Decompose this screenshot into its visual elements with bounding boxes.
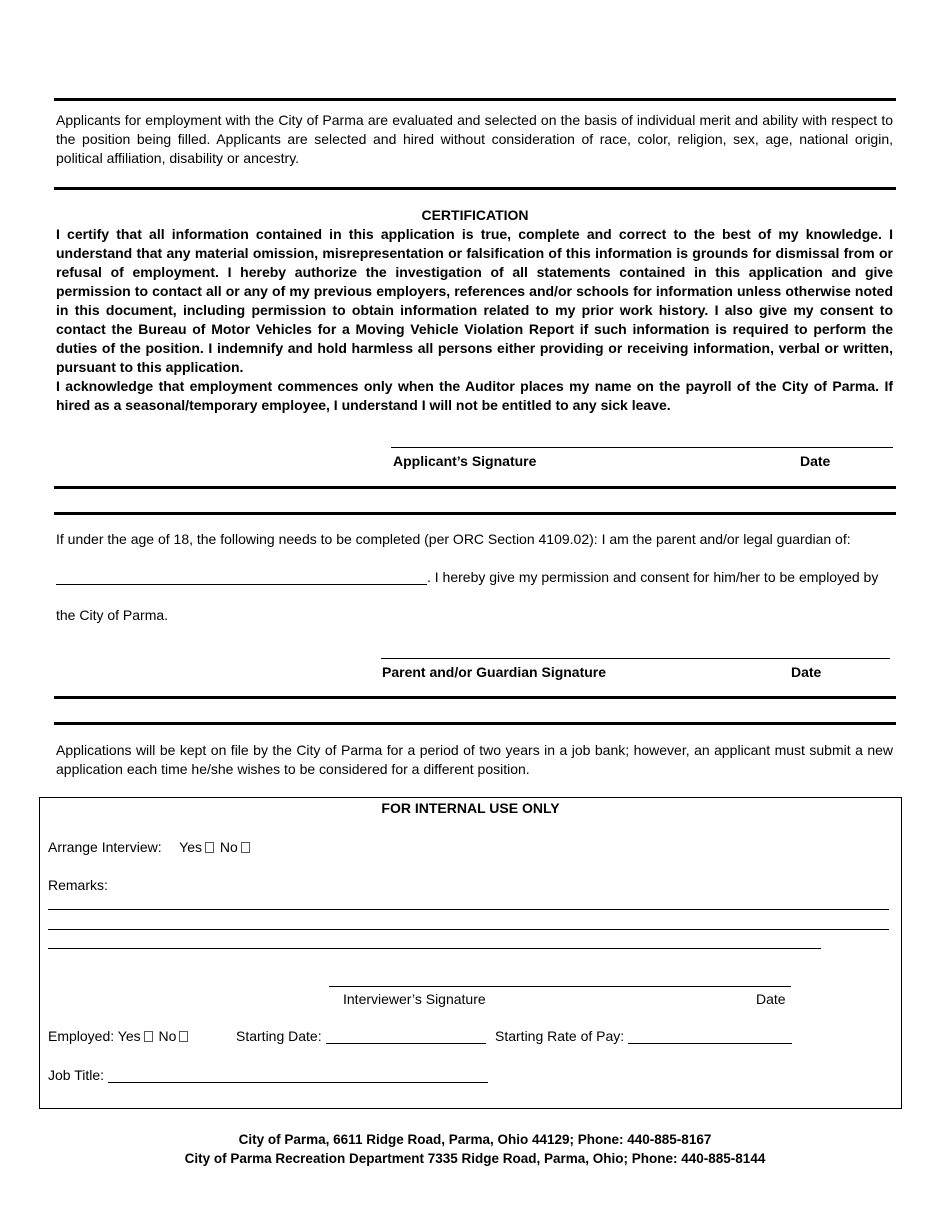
employed-row — [48, 1028, 190, 1044]
guardian-signature-label: Parent and/or Guardian Signature — [382, 664, 607, 680]
section-divider-3 — [54, 512, 896, 515]
footer-address-1: City of Parma, 6611 Ridge Road, Parma, Ohio 44129; Phone: 440-885-8167 — [238, 1132, 712, 1147]
applicant-signature-label: Applicant’s Signature — [393, 453, 537, 469]
job-title-row — [48, 1067, 488, 1083]
interviewer-signature-line[interactable] — [329, 986, 791, 987]
section-divider-2 — [54, 486, 896, 489]
certification-paragraph-2: I acknowledge that employment commences only when the Auditor places my name on the payroll of the City of Parma. If hired as a seasonal/temporary employee, I understand I will not be entitled to any sick leave. — [56, 378, 893, 413]
employed-yes-checkbox[interactable] — [144, 1031, 153, 1042]
interview-no-checkbox[interactable] — [241, 842, 250, 853]
employed-no-checkbox[interactable] — [179, 1031, 188, 1042]
eeo-statement: Applicants for employment with the City of Parma are evaluated and selected on the basis of individual merit and ability with respect to the position being filled. Applicants are selected and hired without consideration of race, color, religion, sex, age, national origin, political affiliation, disability or ancestry. — [56, 112, 893, 166]
remarks-line-2[interactable] — [48, 929, 889, 930]
internal-use-heading: FOR INTERNAL USE ONLY — [381, 800, 560, 816]
starting-date-row — [236, 1028, 486, 1044]
minor-consent-line-1: If under the age of 18, the following needs to be completed (per ORC Section 4109.02): I am the parent and/or legal guardian of: — [56, 531, 851, 547]
minor-consent-text: . I hereby give my permission and consent for him/her to be employed by — [427, 569, 879, 585]
arrange-interview-label: Arrange Interview: — [48, 839, 162, 855]
job-bank-notice: Applications will be kept on file by the City of Parma for a period of two years in a job bank; however, an applicant must submit a new application each time he/she wishes to be considered for a different position. — [56, 742, 893, 777]
interviewer-signature-label: Interviewer’s Signature — [343, 991, 486, 1007]
minor-consent-line-3: the City of Parma. — [56, 607, 169, 623]
job-title-label: Job Title: — [48, 1067, 105, 1083]
interview-yes-label: Yes — [179, 839, 202, 855]
interviewer-date-label: Date — [756, 991, 786, 1007]
top-rule — [54, 98, 896, 101]
starting-date-label: Starting Date: — [236, 1028, 322, 1044]
interview-no-label: No — [219, 839, 238, 855]
employed-label: Employed: — [48, 1028, 115, 1044]
remarks-label: Remarks: — [48, 877, 108, 893]
certification-heading: CERTIFICATION — [421, 207, 529, 223]
minor-name-field[interactable] — [56, 570, 427, 585]
job-title-field[interactable] — [108, 1068, 488, 1083]
starting-rate-label: Starting Rate of Pay: — [495, 1028, 625, 1044]
footer-address-2: City of Parma Recreation Department 7335 Ridge Road, Parma, Ohio; Phone: 440-885-8144 — [184, 1151, 766, 1166]
employed-no-label: No — [158, 1028, 177, 1044]
starting-date-field[interactable] — [326, 1029, 486, 1044]
interview-yes-checkbox[interactable] — [205, 842, 214, 853]
minor-consent-line-2 — [56, 569, 893, 585]
remarks-line-3[interactable] — [48, 948, 821, 949]
section-divider-5 — [54, 722, 896, 725]
certification-paragraph-1: I certify that all information contained in this application is true, complete and correct to the best of my knowledge. I understand that any material omission, misrepresentation or falsification of this information is grounds for dismissal from or refusal of employment. I hereby authorize the investigation of all statements contained in this application and give permission to contact all or any of my previous employers, references and/or schools for information unless otherwise noted in this document, including permission to obtain information related to my prior work history. I also give my consent to contact the Bureau of Motor Vehicles for a Moving Vehicle Violation Report if such information is required to perform the duties of the position. I indemnify and hold harmless all persons either providing or receiving information, verbal or written, pursuant to this application. — [56, 226, 893, 375]
guardian-signature-line[interactable] — [381, 658, 890, 659]
starting-rate-row — [495, 1028, 792, 1044]
starting-rate-field[interactable] — [628, 1029, 792, 1044]
remarks-line-1[interactable] — [48, 909, 889, 910]
applicant-date-label: Date — [800, 453, 831, 469]
section-divider-4 — [54, 696, 896, 699]
section-divider-1 — [54, 187, 896, 190]
employed-yes-label: Yes — [117, 1028, 141, 1044]
arrange-interview-row — [48, 839, 252, 855]
guardian-date-label: Date — [791, 664, 822, 680]
applicant-signature-line[interactable] — [391, 447, 893, 448]
